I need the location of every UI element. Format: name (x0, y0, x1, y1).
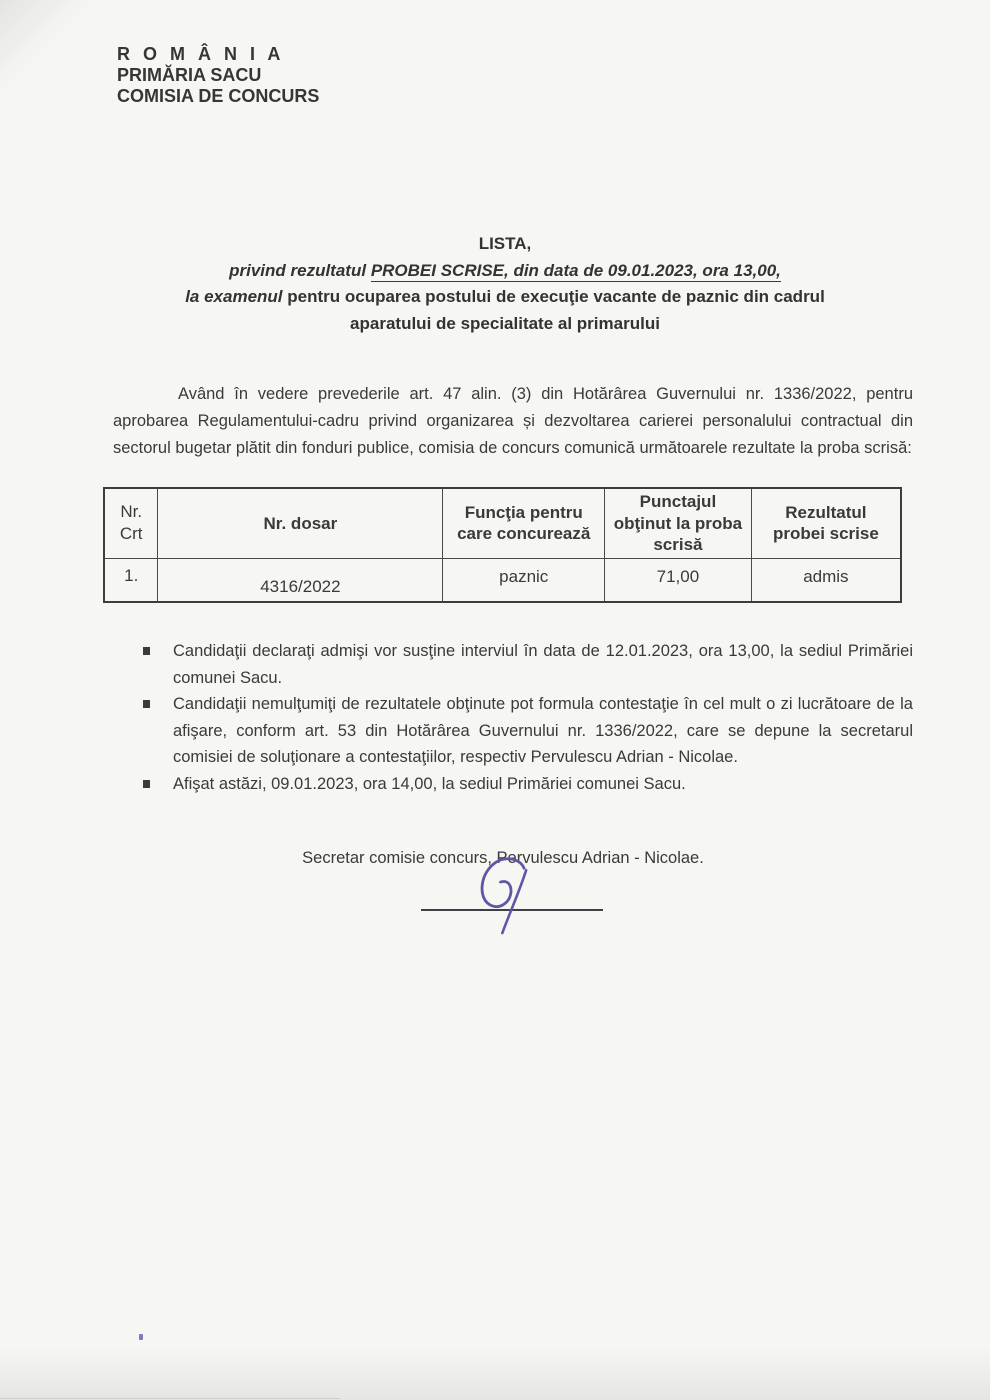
note-text: Candidaţii declaraţi admişi vor susţine interviul în data de 12.01.2023, ora 13,00, la sediul Primăriei comunei Sacu. (173, 642, 913, 687)
title-line-4: aparatului de specialitate al primarului (350, 313, 660, 333)
note-item (143, 691, 913, 771)
cell-punctaj (605, 558, 752, 602)
column-header-nr-crt: Nr. Crt (104, 488, 158, 558)
title-line-3-bold: pentru ocuparea postului de execuţie vacante de paznic din cadrul (287, 287, 825, 306)
note-text: Candidaţii nemulţumiţi de rezultatele obţinute pot formula contestaţie în cel mult o zi lucrătoare de la afişare, conform art. 53 din Hotărârea Guvernului nr. 1336/2022, care se depune la secretarul comisiei de soluţionare a contestaţiilor, respectiv Pervulescu Adrian - Nicolae. (173, 695, 913, 766)
letterhead-committee: COMISIA DE CONCURS (117, 86, 320, 106)
cell-rezultat-value: admis (803, 566, 849, 586)
results-table (103, 487, 902, 603)
cell-functia (443, 558, 605, 602)
bullet-square-icon (143, 780, 150, 788)
document-title (95, 231, 915, 337)
scanner-edge-artifact (0, 1398, 340, 1400)
cell-nr-dosar (158, 558, 443, 602)
title-line-2 (95, 258, 915, 285)
letterhead-institution: PRIMĂRIA SACU (117, 65, 262, 85)
note-item (143, 771, 913, 798)
title-line-2-underlined: PROBEI SCRISE, din data de 09.01.2023, ora 13,00, (370, 260, 781, 280)
note-item (143, 638, 913, 691)
signature-caption: Secretar comisie concurs, Pervulescu Adrian - Nicolae. (302, 849, 704, 867)
cell-nr-dosar-value: 4316/2022 (260, 576, 341, 596)
ink-speck (139, 1334, 143, 1340)
column-header-nr-dosar: Nr. dosar (158, 488, 443, 558)
notes-list (143, 638, 913, 797)
letterhead (117, 44, 319, 107)
table-header-row (104, 488, 901, 558)
column-header-functia: Funcţia pentru care concurează (443, 488, 605, 558)
cell-punctaj-value: 71,00 (656, 566, 700, 586)
column-header-punctaj: Punctajul obţinut la proba scrisă (605, 488, 752, 558)
cell-rezultat (751, 558, 901, 602)
cell-functia-value: paznic (499, 566, 549, 586)
letterhead-country: R O M Â N I A (117, 44, 285, 64)
title-line-3-italic: la examenul (185, 287, 283, 306)
column-header-rezultat: Rezultatul probei scrise (751, 488, 901, 558)
cell-nr-crt-value: 1. (124, 565, 139, 585)
note-text: Afişat astăzi, 09.01.2023, ora 14,00, la sediul Primăriei comunei Sacu. (173, 774, 686, 793)
table-row (104, 558, 901, 602)
title-line-2-prefix: privind rezultatul (229, 260, 367, 280)
bullet-square-icon (143, 647, 150, 655)
intro-paragraph: Având în vedere prevederile art. 47 alin. (3) din Hotărârea Guvernului nr. 1336/2022, pentru aprobarea Regulamentului-cadru privind organizarea și dezvoltarea carierei personalului contractual din sectorul bugetar plătit din fonduri publice, comisia de concurs comunică următoarele rezultate la proba scrisă: (113, 385, 913, 457)
title-line-1: LISTA, (478, 234, 532, 253)
signature-ink (467, 852, 540, 939)
title-line-3 (95, 284, 915, 311)
bullet-square-icon (143, 700, 150, 708)
cell-nr-crt (104, 558, 158, 602)
